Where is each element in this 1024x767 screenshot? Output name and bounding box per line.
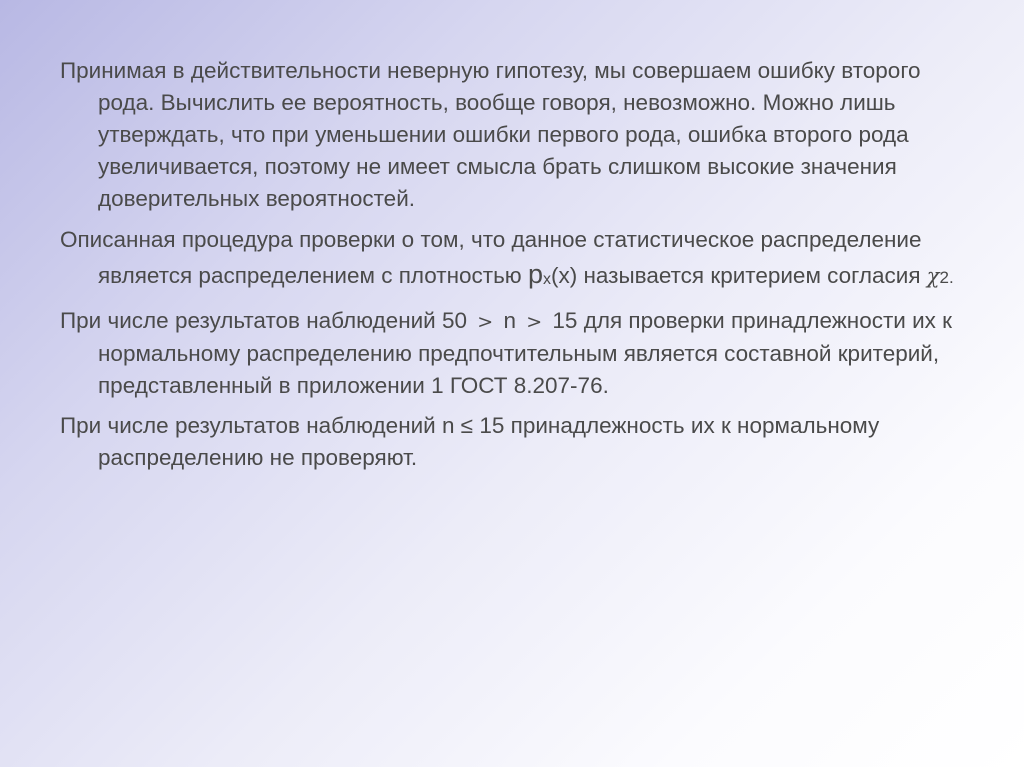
paragraph-3-n: n: [497, 308, 523, 333]
greater-than-sign-2: >: [526, 311, 543, 333]
greater-than-sign-1: >: [477, 311, 494, 333]
paragraph-4-text: При числе результатов наблюдений n ≤ 15 принадлежность их к нормальному распределению не проверяют.: [60, 413, 880, 470]
paragraph-1-text: Принимая в действительности неверную гипотезу, мы совершаем ошибку второго рода. Вычислить ее вероятность, вообще говоря, невозможно. Можно лишь утверждать, что при уменьшении ошибки первого рода, ошибка второго рода увеличивается, поэтому не имеет смысла брать слишком высокие значения доверительных вероятностей.: [60, 58, 921, 211]
paragraph-2-text-before: Описанная процедура проверки о том, что данное статистическое распределение является распределением с плотностью: [60, 227, 922, 288]
paragraph-second-kind-error: [60, 55, 975, 215]
paragraph-2-text-end: .: [949, 268, 954, 287]
paragraph-small-sample: [60, 410, 975, 474]
paragraph-goodness-of-fit: [60, 223, 975, 297]
paragraph-3-text-after: 15 для проверки принадлежности их к нормальному распределению предпочтительным является составной критерий, представленный в приложении 1 ГОСТ 8.207-76.: [98, 308, 952, 398]
chi-symbol: χ: [926, 264, 940, 288]
density-symbol-p: p: [527, 259, 543, 289]
paragraph-composite-criterion: [60, 305, 975, 402]
paragraph-3-text-before: При числе результатов наблюдений 50: [60, 308, 474, 333]
chi-power: 2: [939, 268, 949, 287]
slide-content: [60, 55, 975, 482]
density-argument: (x): [550, 263, 578, 288]
density-subscript-x: x: [542, 271, 551, 288]
paragraph-2-text-mid: называется критерием согласия: [577, 263, 927, 288]
